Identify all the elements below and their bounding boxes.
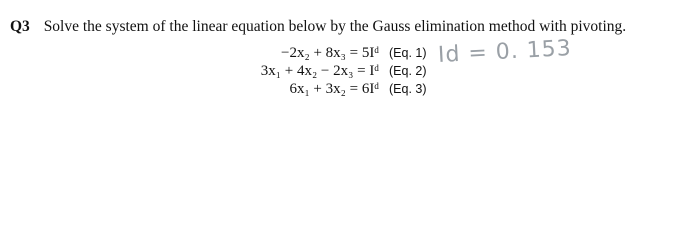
equation-expression: −2x₂ + 8x₃ = 5Iᵈ bbox=[281, 45, 379, 61]
question bbox=[10, 18, 626, 36]
question-number: Q3 bbox=[10, 18, 30, 35]
equation-label: (Eq. 3) bbox=[389, 82, 427, 96]
equation-label: (Eq. 1) bbox=[389, 46, 427, 60]
equation-label: (Eq. 2) bbox=[389, 64, 427, 78]
question-text: Solve the system of the linear equation below by the Gauss elimination method with pivoting. bbox=[43, 18, 627, 35]
equation-expression: 6x₁ + 3x₂ = 6Iᵈ bbox=[289, 81, 379, 97]
handwritten-note: Id = 0. 153 bbox=[437, 36, 573, 68]
equation-expression: 3x₁ + 4x₂ − 2x₃ = Iᵈ bbox=[260, 63, 379, 79]
